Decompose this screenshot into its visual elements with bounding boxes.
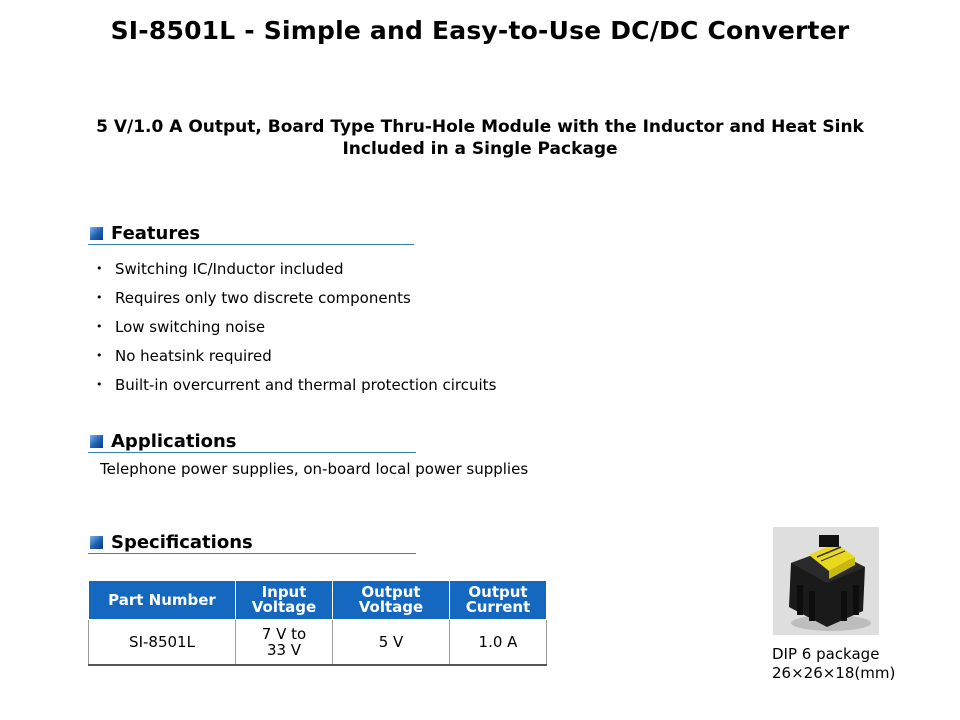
table-row bbox=[89, 620, 547, 666]
specifications-heading-label: Specifications bbox=[111, 531, 253, 553]
specifications-heading bbox=[88, 531, 416, 554]
bullet-icon: • bbox=[96, 320, 103, 333]
features-heading-label: Features bbox=[111, 222, 201, 244]
features-list bbox=[96, 254, 496, 399]
features-heading bbox=[88, 222, 414, 245]
cell-output-current: 1.0 A bbox=[450, 620, 547, 666]
product-photo bbox=[773, 527, 879, 635]
bullet-icon: • bbox=[96, 262, 103, 275]
cell-input-voltage: 7 V to 33 V bbox=[236, 620, 333, 666]
feature-text: Low switching noise bbox=[115, 317, 266, 336]
bullet-icon: • bbox=[96, 291, 103, 304]
feature-text: Built-in overcurrent and thermal protection circuits bbox=[115, 375, 497, 394]
applications-text: Telephone power supplies, on-board local power supplies bbox=[100, 460, 529, 478]
package-caption bbox=[772, 645, 895, 683]
table-header-row bbox=[89, 581, 547, 620]
list-item bbox=[96, 254, 496, 283]
cell-output-voltage: 5 V bbox=[333, 620, 450, 666]
page-title: SI-8501L - Simple and Easy-to-Use DC/DC Converter bbox=[110, 16, 850, 45]
cell-part-number: SI-8501L bbox=[89, 620, 236, 666]
header-part-number: Part Number bbox=[89, 581, 236, 620]
package-name: DIP 6 package bbox=[772, 645, 880, 663]
applications-heading-label: Applications bbox=[111, 430, 237, 452]
blue-square-icon bbox=[90, 227, 103, 240]
list-item bbox=[96, 312, 496, 341]
page-subtitle bbox=[40, 116, 920, 160]
feature-text: Switching IC/Inductor included bbox=[115, 259, 344, 278]
blue-square-icon bbox=[90, 435, 103, 448]
feature-text: Requires only two discrete components bbox=[115, 288, 411, 307]
bullet-icon: • bbox=[96, 378, 103, 391]
list-item bbox=[96, 370, 496, 399]
list-item bbox=[96, 283, 496, 312]
dip6-module-image bbox=[773, 527, 879, 635]
header-output-voltage: Output Voltage bbox=[333, 581, 450, 620]
package-dimensions: 26×26×18(mm) bbox=[772, 664, 896, 682]
subtitle-line-1: 5 V/1.0 A Output, Board Type Thru-Hole Module with the Inductor and Heat Sink bbox=[96, 117, 864, 137]
list-item bbox=[96, 341, 496, 370]
header-input-voltage: Input Voltage bbox=[236, 581, 333, 620]
subtitle-line-2: Included in a Single Package bbox=[342, 139, 618, 159]
bullet-icon: • bbox=[96, 349, 103, 362]
specifications-table bbox=[88, 580, 547, 666]
applications-heading bbox=[88, 430, 416, 453]
feature-text: No heatsink required bbox=[115, 346, 272, 365]
header-output-current: Output Current bbox=[450, 581, 547, 620]
blue-square-icon bbox=[90, 536, 103, 549]
